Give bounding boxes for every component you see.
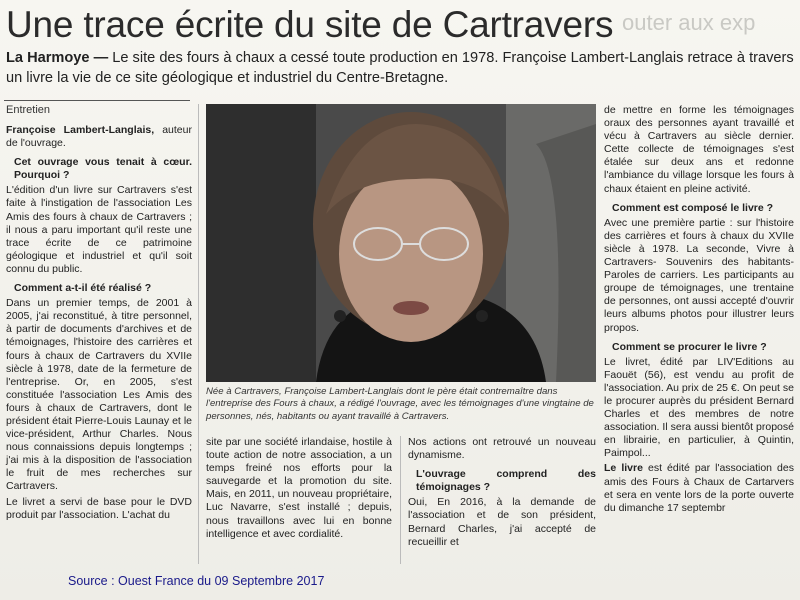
column-divider <box>198 104 199 564</box>
answer-tail: Nos actions ont retrouvé un nouveau dynamisme. <box>408 436 596 462</box>
column-4 <box>604 104 794 517</box>
answer-3: Oui, En 2016, à la demande de l'association et de son président, Bernard Charles, j'ai accepté de recueillir et <box>408 496 596 548</box>
question-5: Comment se procurer le livre ? <box>612 340 767 353</box>
article-lead <box>6 48 796 88</box>
question-1: Cet ouvrage vous tenait à cœur. Pourquoi ? <box>14 156 192 182</box>
article-headline: Une trace écrite du site de Cartravers <box>6 4 614 45</box>
column-3 <box>408 436 596 551</box>
answer-5: Le livret, édité par LIV'Editions au Faouët (56), est vendu au profit de l'association. Au prix de 25 €. On peut se le procurer auprès du président Bernard Charles et des membres de notre association. Il sera aussi bientôt proposé en librairie, en particulier, à Quintin, Paimpol... <box>604 355 794 460</box>
byline: Françoise Lambert-Langlais, auteur de l'ouvrage. <box>6 124 192 150</box>
rubric-rule <box>4 100 190 101</box>
answer-1: L'édition d'un livre sur Cartravers s'est faite à l'instigation de l'association Les Amis des fours à chaux de Cartravers ; il nous a paru important qu'il reste une trace écrite de ce patrimoine géologique et industriel et qu'il soit connu du public. <box>6 184 192 275</box>
column-2 <box>206 436 392 543</box>
note: Le livre est édité par l'association des amis des Fours à Chaux de Cartarvers et sera en vente lors de la porte ouverte du dimanche 17 septembr <box>604 462 794 514</box>
answer-4: Avec une première partie : sur l'histoire des carrières et fours à chaux du XVIIe siècle à 1978. La seconde, Vivre à Cartravers- Souvenirs des habitants-Paroles de carriers. Les participants au groupe de témoignages, une trentaine de personnes, ont aussi accepté d'ouvrir leurs albums photos pour illustrer leurs propos. <box>604 216 794 334</box>
answer-3-continued: de mettre en forme les témoignages oraux des personnes ayant travaillé et vécu à Cartravers au siècle dernier. Cette collecte de témoignages s'est étalée sur deux ans et redonne l'ambiance du village lorsque les fours à chaux étaient en pleine activité. <box>604 104 794 195</box>
answer-2: Dans un premier temps, de 2001 à 2005, j'ai reconstitué, à titre personnel, à partir de documents d'archives et de témoignages, l'histoire des carrières et fours à chaux de Cartravers du XVIIe siècle à 1978, date de la fermeture de l'entreprise. Or, en 2005, s'est constituée l'association Les Amis des fours à chaux de Cartravers, dont le président était Pierre-Louis Launay et le vice-président, Arthur Charles. Nous nous connaissions depuis longtemps ; j'ai mis à la disposition de l'association le fruit de mes recherches sur Cartravers. <box>6 297 192 493</box>
portrait-illustration <box>206 104 596 382</box>
column-1 <box>6 124 192 524</box>
question-4: Comment est composé le livre ? <box>612 201 774 214</box>
adjacent-article-heading: outer aux exp <box>622 10 756 35</box>
photo-caption: Née à Cartravers, Françoise Lambert-Langlais dont le père était contremaître dans l'entreprise des Fours à chaux, a rédigé l'ouvrage, avec les témoignages d'une vingtaine de personnes, nés, habitants ou ayant travaillé à Cartravers. <box>206 386 594 422</box>
lead-location: La Harmoye — <box>6 50 109 66</box>
question-2: Comment a-t-il été réalisé ? <box>14 282 152 295</box>
answer-2-continued: Le livret a servi de base pour le DVD produit par l'association. L'achat du <box>6 495 192 521</box>
column-divider <box>400 436 401 564</box>
question-3: L'ouvrage comprend des témoignages ? <box>416 468 596 494</box>
answer-2-tail: site par une société irlandaise, hostile à toute action de notre association, a un temps freiné nos efforts pour la sauvegarde et la promotion du site. Mais, en 2011, un nouveau propriétaire, Luc Navarre, s'est installé ; depuis, nous travaillons avec lui en bonne intelligence et avec cordialité. <box>206 436 392 540</box>
lead-text: Le site des fours à chaux a cessé toute production en 1978. Françoise Lambert-Langlais retrace à travers un livre la vie de ce site géologique et industriel du Centre-Bretagne. <box>6 50 794 86</box>
rubric-label: Entretien <box>6 104 51 116</box>
source-credit: Source : Ouest France du 09 Septembre 2017 <box>68 574 325 588</box>
portrait-photo <box>206 104 596 382</box>
